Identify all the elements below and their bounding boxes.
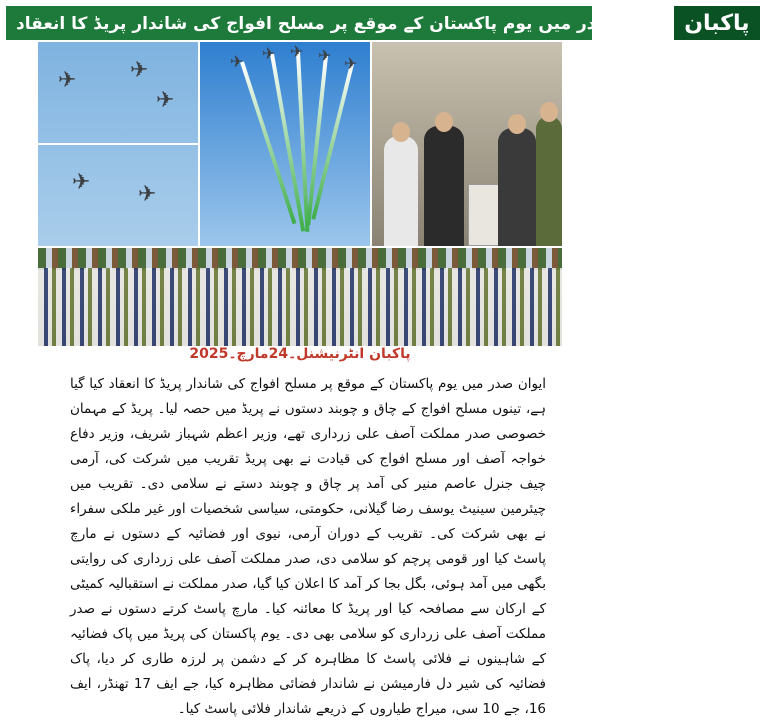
flypast-green-smoke-photo (200, 42, 370, 246)
jet-icon: ✈ (290, 42, 304, 61)
jet-icon: ✈ (318, 46, 332, 65)
headline: ایوان صدر میں یوم پاکستان کے موقع پر مسلح افواج کی شاندار پریڈ کا انعقاد (16, 13, 663, 34)
person-figure (498, 128, 536, 246)
person-head (508, 114, 526, 134)
header-bar (6, 6, 750, 40)
parade-contingents-photo (38, 248, 562, 346)
podium (468, 184, 500, 246)
person-figure (424, 126, 464, 246)
jet-icon: ✈ (138, 182, 157, 207)
spectator-stands (38, 248, 562, 270)
dignitaries-stage-photo (372, 42, 562, 246)
jet-icon: ✈ (130, 58, 149, 83)
jet-icon: ✈ (262, 44, 276, 63)
jet-icon: ✈ (72, 170, 91, 195)
marching-contingents (38, 268, 562, 346)
dateline: پاکبان انٹرنیشنل۔24مارچ۔2025 (189, 346, 411, 362)
brand-logo: پاکبان (672, 6, 759, 40)
person-figure (536, 116, 562, 246)
divider (38, 143, 198, 145)
jet-icon: ✈ (58, 68, 77, 93)
person-head (435, 112, 453, 132)
person-head (540, 102, 558, 122)
jet-icon: ✈ (156, 88, 175, 113)
article-body: ایوان صدر میں یوم پاکستان کے موقع پر مسلح افواج کی شاندار پریڈ کا انعقاد کیا گیا ہے، تینوں مسلح افواج کے چاق و چوبند دستوں نے پریڈ میں حصہ لیا۔ پریڈ کے مہمان خصوصی صدر مملکت آصف علی زرداری تھے، وزیر اعظم شہباز شریف، وزیر دفاع خواجہ آصف اور مسلح افواج کی قیادت نے بھی پریڈ تقریب میں شرکت کی، آرمی چیف جنرل عاصم منیر کی آمد پر چاق و چوبند دستے نے سلامی دی۔ تقریب میں چیئرمین سینیٹ یوسف رضا گیلانی، حکومتی، سیاسی شخصیات اور غیر ملکی سفراء نے بھی شرکت کی۔ تقریب کے دوران آرمی، نیوی اور فضائیہ کے دستوں نے مارچ پاسٹ کیا اور قومی پرچم کو سلامی دی، صدر مملکت آصف علی زرداری کی روایتی بگھی میں آمد ہوئی، بگل بجا کر آمد کا اعلان کیا گیا، صدر مملکت نے استقبالیہ کمیٹی کے ارکان سے مصافحہ کیا اور پریڈ کا معائنہ کیا۔ مارچ پاسٹ کرتے دستوں نے صدر مملکت آصف علی زرداری کو سلامی بھی دی۔ یوم پاکستان کی پریڈ میں پاک فضائیہ کے شاہینوں نے فلائی پاسٹ کا مظاہرہ کر کے دشمن پر لرزہ طاری کر دیا، پاک فضائیہ کی شیر دل فارمیشن نے شاندار فضائی مظاہرہ کیا، جے ایف 17 تھنڈر، ایف 16، جے 10 سی، میراج طیاروں کے ذریعے شاندار فلائی پاسٹ کیا۔ (70, 376, 546, 717)
jets-formation-photo (38, 42, 198, 246)
jet-icon: ✈ (344, 54, 358, 73)
person-head (392, 122, 410, 142)
jet-icon: ✈ (230, 52, 244, 71)
person-figure (384, 136, 418, 246)
photo-collage (38, 42, 562, 346)
